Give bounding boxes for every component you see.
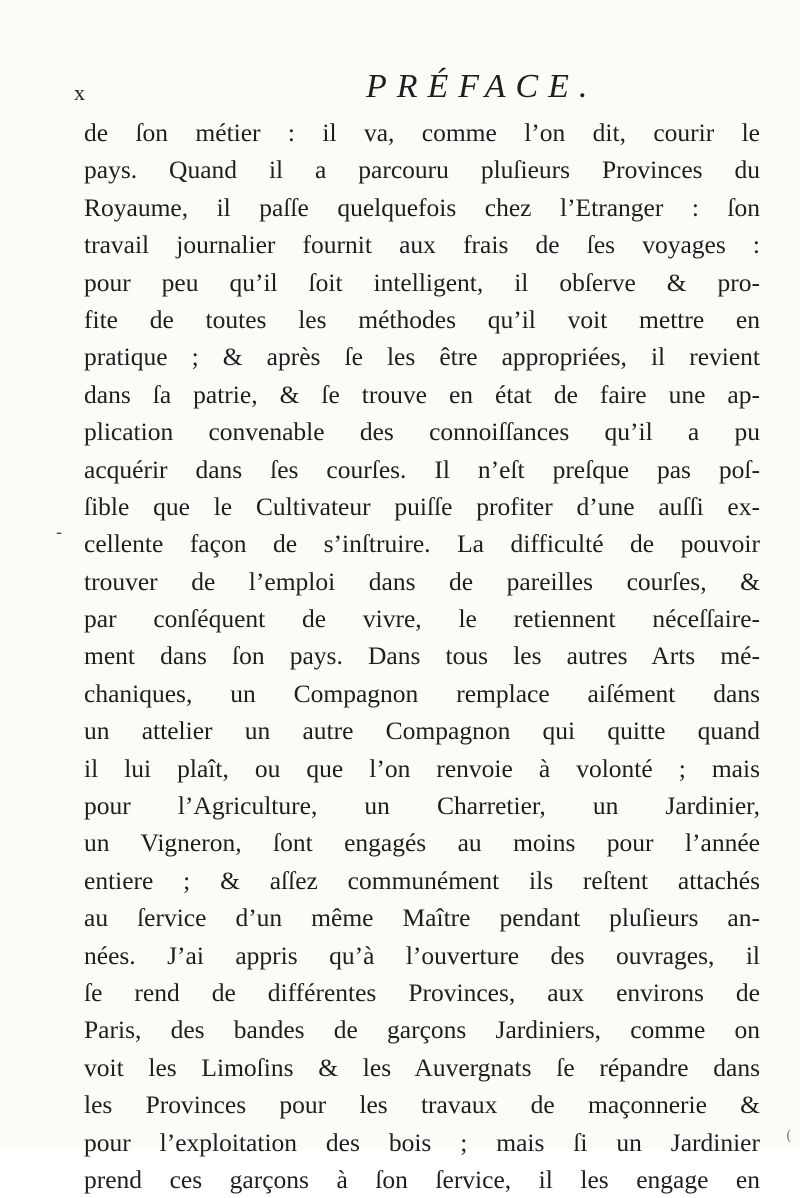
corner-mark: ( bbox=[786, 1128, 792, 1144]
page-header bbox=[74, 68, 754, 108]
running-title: PRÉFACE. bbox=[366, 68, 598, 105]
text-line: ment dans ſon pays. Dans tous les autres Arts mé- bbox=[84, 641, 760, 671]
text-line: plication convenable des connoiſſances qu’il a pu bbox=[84, 417, 760, 447]
text-line: Royaume, il paſſe quelquefois chez l’Etranger : ſon bbox=[84, 192, 760, 222]
text-line: pour peu qu’il ſoit intelligent, il obſerve & pro- bbox=[84, 267, 760, 297]
text-line: ſe rend de différentes Provinces, aux environs de bbox=[84, 977, 760, 1007]
body-text bbox=[84, 114, 760, 1198]
text-line: il lui plaît, ou que l’on renvoie à volonté ; mais bbox=[84, 753, 760, 783]
text-line: pratique ; & après ſe les être appropriées, il revient bbox=[84, 342, 760, 372]
text-line: les Provinces pour les travaux de maçonnerie & bbox=[84, 1090, 760, 1120]
text-line: cellente façon de s’inſtruire. La difficulté de pouvoir bbox=[84, 529, 760, 559]
text-line: acquérir dans ſes courſes. Il n’eſt preſque pas poſ- bbox=[84, 454, 760, 484]
text-line: entiere ; & aſſez communément ils reſtent attachés bbox=[84, 865, 760, 895]
text-line: pays. Quand il a parcouru pluſieurs Provinces du bbox=[84, 155, 760, 185]
text-line: ſible que le Cultivateur puiſſe profiter d’une auſſi ex- bbox=[84, 491, 760, 521]
text-line: par conſéquent de vivre, le retiennent néceſſaire- bbox=[84, 604, 760, 634]
margin-mark: - bbox=[56, 522, 63, 543]
text-line: chaniques, un Compagnon remplace aiſément dans bbox=[84, 678, 760, 708]
text-line: nées. J’ai appris qu’à l’ouverture des ouvrages, il bbox=[84, 940, 760, 970]
text-line: voit les Limoſins & les Auvergnats ſe répandre dans bbox=[84, 1052, 760, 1082]
text-line: trouver de l’emploi dans de pareilles courſes, & bbox=[84, 566, 760, 596]
text-line: pour l’Agriculture, un Charretier, un Jardinier, bbox=[84, 791, 760, 821]
text-line: travail journalier fournit aux frais de ſes voyages : bbox=[84, 230, 760, 260]
text-line: Paris, des bandes de garçons Jardiniers, comme on bbox=[84, 1015, 760, 1045]
text-line: pour l’exploitation des bois ; mais ſi un Jardinier bbox=[84, 1127, 760, 1157]
text-line: de ſon métier : il va, comme l’on dit, courir le bbox=[84, 118, 760, 147]
text-line: prend ces garçons à ſon ſervice, il les engage en bbox=[84, 1164, 760, 1194]
text-line: fite de toutes les méthodes qu’il voit mettre en bbox=[84, 304, 760, 334]
page-number: x bbox=[74, 80, 86, 105]
text-line: dans ſa patrie, & ſe trouve en état de faire une ap- bbox=[84, 379, 760, 409]
text-line: un Vigneron, ſont engagés au moins pour l’année bbox=[84, 828, 760, 858]
text-line: au ſervice d’un même Maître pendant pluſieurs an- bbox=[84, 903, 760, 933]
text-line: un attelier un autre Compagnon qui quitte quand bbox=[84, 716, 760, 746]
